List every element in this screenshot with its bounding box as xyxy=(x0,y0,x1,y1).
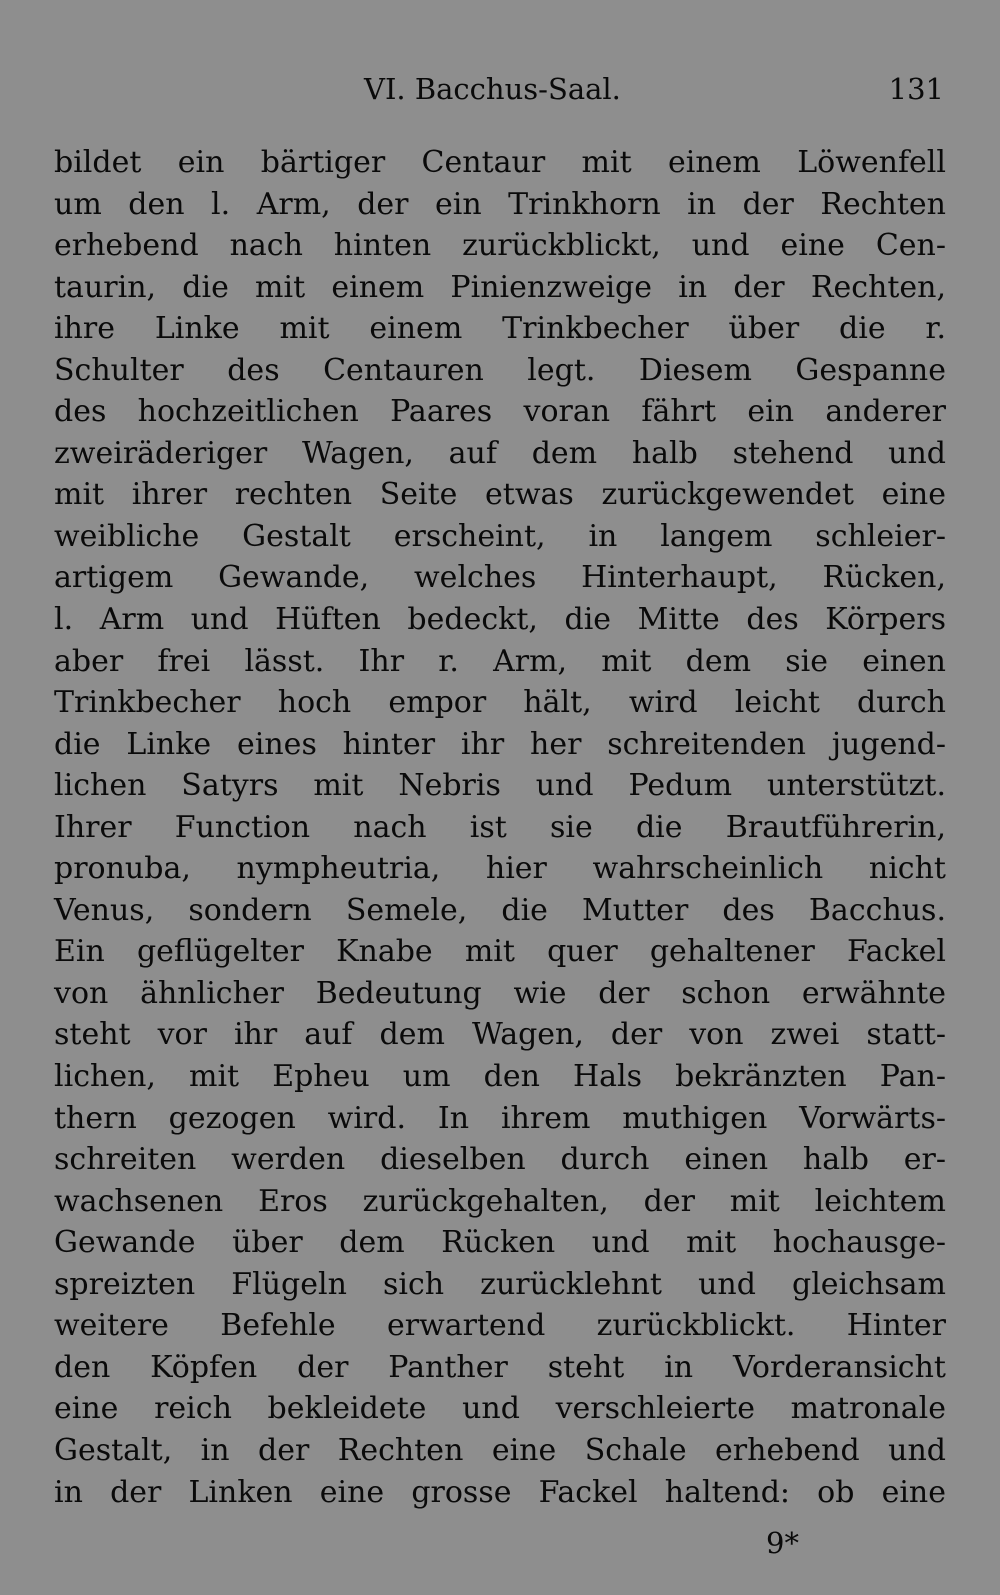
text-line: Gewande über dem Rücken und mit hochausge- xyxy=(54,1225,946,1261)
text-line: pronuba, nympheutria, hier wahrscheinlich nicht xyxy=(54,851,946,887)
body-text xyxy=(54,142,946,1513)
page-number: 131 xyxy=(888,72,944,106)
text-line: Venus, sondern Semele, die Mutter des Bacchus. xyxy=(54,892,946,928)
text-line: des hochzeitlichen Paares voran fährt ein anderer xyxy=(54,394,946,430)
text-line: Schulter des Centauren legt. Diesem Gespanne xyxy=(54,352,946,388)
section-title: VI. Bacchus-Saal. xyxy=(364,72,621,106)
text-line: aber frei lässt. Ihr r. Arm, mit dem sie einen xyxy=(54,643,946,679)
text-line: thern gezogen wird. In ihrem muthigen Vorwärts- xyxy=(54,1100,946,1136)
text-line: zweiräderiger Wagen, auf dem halb stehend und xyxy=(54,435,946,471)
running-header xyxy=(54,72,944,116)
text-line: eine reich bekleidete und verschleierte matronale xyxy=(54,1391,946,1427)
text-line: wachsenen Eros zurückgehalten, der mit leichtem xyxy=(54,1183,946,1219)
text-line: lichen, mit Epheu um den Hals bekränzten Pan- xyxy=(54,1059,946,1095)
text-line: schreiten werden dieselben durch einen halb er- xyxy=(54,1142,946,1178)
text-line: Ihrer Function nach ist sie die Brautführerin, xyxy=(54,809,946,845)
text-line: den Köpfen der Panther steht in Vorderansicht xyxy=(54,1349,946,1385)
text-line: spreizten Flügeln sich zurücklehnt und gleichsam xyxy=(54,1266,946,1302)
text-line: in der Linken eine grosse Fackel haltend: ob eine xyxy=(54,1474,946,1510)
text-line: taurin, die mit einem Pinienzweige in der Rechten, xyxy=(54,269,946,305)
text-line: um den l. Arm, der ein Trinkhorn in der Rechten xyxy=(54,186,946,222)
text-line: bildet ein bärtiger Centaur mit einem Löwenfell xyxy=(54,145,946,180)
text-line: Trinkbecher hoch empor hält, wird leicht durch xyxy=(54,685,946,721)
text-line: artigem Gewande, welches Hinterhaupt, Rücken, xyxy=(54,560,946,596)
text-line: die Linke eines hinter ihr her schreitenden jugend- xyxy=(54,726,946,762)
text-line: erhebend nach hinten zurückblickt, und eine Cen- xyxy=(54,228,946,264)
text-line: Ein geflügelter Knabe mit quer gehaltener Fackel xyxy=(54,934,946,970)
text-line: mit ihrer rechten Seite etwas zurückgewendet eine xyxy=(54,477,946,513)
text-line: steht vor ihr auf dem Wagen, der von zwei statt- xyxy=(54,1017,946,1053)
text-line: Gestalt, in der Rechten eine Schale erhebend und xyxy=(54,1432,946,1468)
text-line: weibliche Gestalt erscheint, in langem schleier- xyxy=(54,518,946,554)
text-line: weitere Befehle erwartend zurückblickt. Hinter xyxy=(54,1308,946,1344)
text-line: von ähnlicher Bedeutung wie der schon erwähnte xyxy=(54,975,946,1011)
text-line: ihre Linke mit einem Trinkbecher über die r. xyxy=(54,311,946,347)
signature-mark: 9* xyxy=(766,1526,799,1560)
text-line: l. Arm und Hüften bedeckt, die Mitte des Körpers xyxy=(54,602,946,638)
text-line: lichen Satyrs mit Nebris und Pedum unterstützt. xyxy=(54,768,946,804)
